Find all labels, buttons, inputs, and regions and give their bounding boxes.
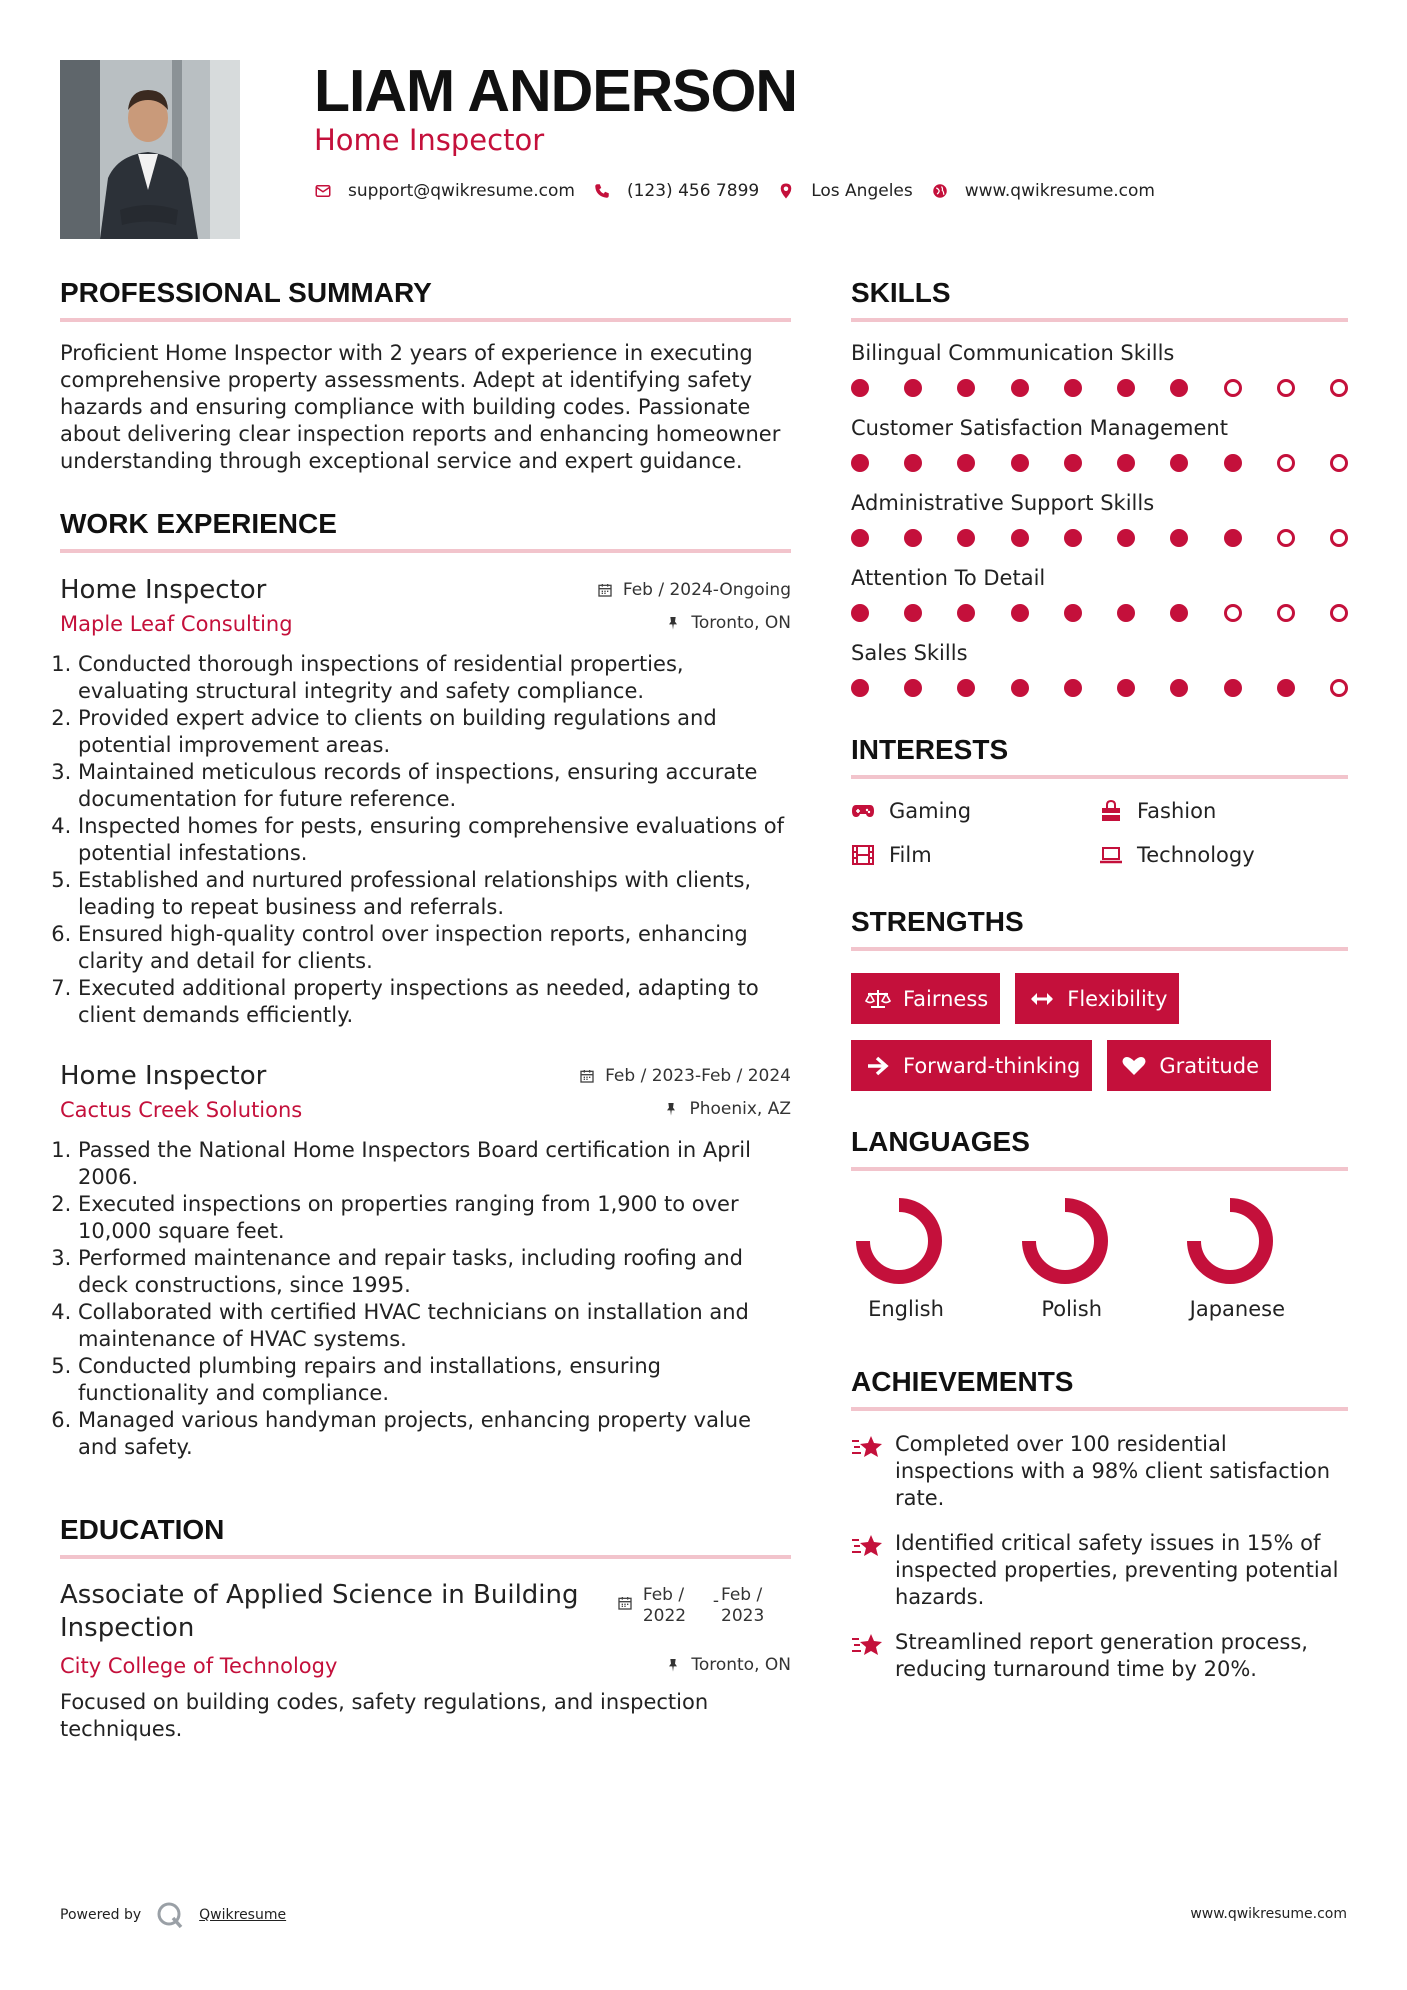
footer-powered-by bbox=[60, 1900, 286, 1930]
profile-photo bbox=[60, 60, 240, 239]
rating-dot-filled bbox=[1011, 529, 1029, 547]
duty-item: 6. Managed various handyman projects, enhancing property value and safety. bbox=[78, 1407, 791, 1461]
contact-phone[interactable] bbox=[593, 181, 759, 201]
duty-item: 4. Inspected homes for pests, ensuring comprehensive evaluations of potential infestations. bbox=[78, 813, 791, 867]
rating-dot-filled bbox=[1170, 529, 1188, 547]
achievements-section bbox=[851, 1359, 1348, 1683]
rating-dot-filled bbox=[1064, 454, 1082, 472]
contact-website[interactable] bbox=[931, 181, 1155, 201]
rating-dot-empty bbox=[1330, 454, 1348, 472]
achievement-text: Streamlined report generation process, reducing turnaround time by 20%. bbox=[895, 1630, 1308, 1681]
film-icon bbox=[851, 844, 875, 866]
education-end: Feb / 2023 bbox=[721, 1585, 765, 1626]
map-pin-icon bbox=[777, 182, 795, 200]
heart-icon bbox=[1121, 1055, 1147, 1077]
qwikresume-logo-icon bbox=[155, 1900, 185, 1930]
skill-item bbox=[851, 490, 1348, 547]
duty-list bbox=[60, 651, 791, 1029]
rating-dot-empty bbox=[1224, 604, 1242, 622]
rating-dot-filled bbox=[1117, 604, 1135, 622]
duty-item: 3. Maintained meticulous records of inspections, ensuring accurate documentation for future reference. bbox=[78, 759, 791, 813]
strengths-list bbox=[851, 973, 1348, 1107]
work-section bbox=[60, 501, 791, 1461]
skill-item bbox=[851, 415, 1348, 472]
pushpin-icon bbox=[665, 1657, 681, 1673]
rating-dot-filled bbox=[1170, 679, 1188, 697]
strength-badge bbox=[851, 1040, 1092, 1091]
rating-dot-filled bbox=[851, 604, 869, 622]
contact-email[interactable] bbox=[314, 181, 575, 201]
strength-badge bbox=[851, 973, 1000, 1024]
strength-label: Fairness bbox=[903, 986, 989, 1011]
language-name: Polish bbox=[1041, 1297, 1103, 1321]
duty-item: 5. Established and nurtured professional relationships with clients, leading to repeat business and referrals. bbox=[78, 867, 791, 921]
rating-dot-filled bbox=[1064, 604, 1082, 622]
education-date-dash: - bbox=[712, 1591, 719, 1611]
rating-dot-filled bbox=[904, 454, 922, 472]
skills-list bbox=[851, 340, 1348, 697]
school-location bbox=[665, 1655, 791, 1675]
arrows-horizontal-icon bbox=[1029, 988, 1055, 1010]
interests-grid bbox=[851, 799, 1348, 867]
rating-dot-filled bbox=[1011, 454, 1029, 472]
skill-rating bbox=[851, 679, 1348, 697]
rating-dot-filled bbox=[851, 529, 869, 547]
job-entry bbox=[60, 1059, 791, 1461]
rating-dot-empty bbox=[1277, 379, 1295, 397]
job-location-text: Toronto, ON bbox=[691, 613, 791, 633]
achievements-heading: ACHIEVEMENTS bbox=[851, 1359, 1348, 1411]
rating-dot-filled bbox=[851, 379, 869, 397]
rating-dot-filled bbox=[1224, 529, 1242, 547]
job-location-text: Phoenix, AZ bbox=[689, 1099, 791, 1119]
duty-item: 2. Provided expert advice to clients on building regulations and potential improvement areas. bbox=[78, 705, 791, 759]
strength-label: Flexibility bbox=[1067, 986, 1168, 1011]
school-location-text: Toronto, ON bbox=[691, 1655, 791, 1675]
job-dates bbox=[579, 1066, 791, 1086]
duty-item: 4. Collaborated with certified HVAC technicians on installation and maintenance of HVAC systems. bbox=[78, 1299, 791, 1353]
school-name: City College of Technology bbox=[60, 1654, 338, 1678]
rating-dot-filled bbox=[957, 604, 975, 622]
language-proficiency-ring bbox=[855, 1193, 951, 1289]
degree-name: Associate of Applied Science in Building Inspection bbox=[60, 1580, 579, 1643]
calendar-icon bbox=[617, 1595, 633, 1611]
rating-dot-filled bbox=[1277, 679, 1295, 697]
skill-item bbox=[851, 640, 1348, 697]
rating-dot-filled bbox=[1170, 379, 1188, 397]
interest-item bbox=[1099, 843, 1347, 867]
rating-dot-empty bbox=[1330, 529, 1348, 547]
award-star-icon bbox=[851, 1433, 883, 1461]
interests-heading: INTERESTS bbox=[851, 727, 1348, 779]
job-dates-text: Feb / 2023-Feb / 2024 bbox=[605, 1066, 791, 1086]
rating-dot-empty bbox=[1330, 379, 1348, 397]
work-heading: WORK EXPERIENCE bbox=[60, 501, 791, 553]
skills-heading: SKILLS bbox=[851, 270, 1348, 322]
languages-list bbox=[851, 1193, 1348, 1321]
rating-dot-filled bbox=[1224, 679, 1242, 697]
duty-item: 1. Conducted thorough inspections of residential properties, evaluating structural integrity and safety compliance. bbox=[78, 651, 791, 705]
rating-dot-filled bbox=[904, 529, 922, 547]
candidate-title: Home Inspector bbox=[314, 123, 545, 157]
portrait-illustration bbox=[60, 60, 240, 239]
rating-dot-filled bbox=[1170, 604, 1188, 622]
globe-icon bbox=[931, 182, 949, 200]
rating-dot-filled bbox=[1117, 529, 1135, 547]
calendar-icon bbox=[579, 1068, 595, 1084]
skill-name: Administrative Support Skills bbox=[851, 491, 1155, 515]
company-name: Maple Leaf Consulting bbox=[60, 612, 293, 636]
website-text: www.qwikresume.com bbox=[964, 181, 1155, 201]
arrow-right-icon bbox=[865, 1055, 891, 1077]
rating-dot-filled bbox=[1170, 454, 1188, 472]
footer-url[interactable]: www.qwikresume.com bbox=[1190, 1906, 1347, 1922]
achievement-item bbox=[851, 1629, 1348, 1683]
summary-text: Proficient Home Inspector with 2 years of experience in executing comprehensive property assessments. Adept at identifying safety hazards and ensuring compliance with building codes. Passionate about delivering clear inspection reports and enhancing homeowner understanding through exceptional service and expert guidance. bbox=[60, 341, 781, 473]
education-dates bbox=[617, 1585, 791, 1645]
education-section bbox=[60, 1507, 791, 1743]
email-text: support@qwikresume.com bbox=[348, 181, 575, 201]
skill-rating bbox=[851, 604, 1348, 622]
skill-name: Bilingual Communication Skills bbox=[851, 341, 1175, 365]
language-proficiency-ring bbox=[1186, 1193, 1282, 1289]
skill-name: Attention To Detail bbox=[851, 566, 1046, 590]
right-column bbox=[851, 270, 1348, 1683]
rating-dot-empty bbox=[1330, 679, 1348, 697]
company-name: Cactus Creek Solutions bbox=[60, 1098, 303, 1122]
award-star-icon bbox=[851, 1631, 883, 1659]
skill-item bbox=[851, 340, 1348, 397]
skill-rating bbox=[851, 454, 1348, 472]
brand-link[interactable]: Qwikresume bbox=[199, 1907, 287, 1923]
language-name: English bbox=[868, 1297, 944, 1321]
language-item bbox=[851, 1193, 1017, 1321]
languages-heading: LANGUAGES bbox=[851, 1119, 1348, 1171]
pushpin-icon bbox=[665, 615, 681, 631]
job-entry bbox=[60, 573, 791, 1029]
rating-dot-filled bbox=[957, 679, 975, 697]
duty-item: 2. Executed inspections on properties ranging from 1,900 to over 10,000 square feet. bbox=[78, 1191, 791, 1245]
language-item bbox=[1182, 1193, 1348, 1321]
achievement-text: Identified critical safety issues in 15% of inspected properties, preventing potential hazards. bbox=[895, 1531, 1339, 1609]
calendar-icon bbox=[597, 582, 613, 598]
powered-by-text: Powered by bbox=[60, 1907, 142, 1923]
skill-name: Sales Skills bbox=[851, 641, 968, 665]
job-location bbox=[665, 613, 791, 633]
rating-dot-filled bbox=[904, 379, 922, 397]
duty-item: 6. Ensured high-quality control over inspection reports, enhancing clarity and detail for clients. bbox=[78, 921, 791, 975]
achievement-item bbox=[851, 1431, 1348, 1512]
skills-section bbox=[851, 270, 1348, 697]
education-heading: EDUCATION bbox=[60, 1507, 791, 1559]
contact-location bbox=[777, 181, 913, 201]
rating-dot-filled bbox=[1117, 679, 1135, 697]
duty-item: 5. Conducted plumbing repairs and installations, ensuring functionality and compliance. bbox=[78, 1353, 791, 1407]
language-proficiency-ring bbox=[1021, 1193, 1117, 1289]
strengths-heading: STRENGTHS bbox=[851, 899, 1348, 951]
strength-label: Gratitude bbox=[1159, 1053, 1259, 1078]
strength-badge bbox=[1107, 1040, 1271, 1091]
left-column bbox=[60, 270, 791, 1743]
rating-dot-filled bbox=[904, 679, 922, 697]
duty-list bbox=[60, 1137, 791, 1461]
rating-dot-empty bbox=[1277, 529, 1295, 547]
rating-dot-filled bbox=[851, 454, 869, 472]
rating-dot-filled bbox=[904, 604, 922, 622]
contact-bar bbox=[314, 176, 1173, 206]
interest-label: Technology bbox=[1137, 843, 1255, 867]
strength-badge bbox=[1015, 973, 1179, 1024]
rating-dot-filled bbox=[1011, 679, 1029, 697]
job-location bbox=[663, 1099, 791, 1119]
achievement-text: Completed over 100 residential inspections with a 98% client satisfaction rate. bbox=[895, 1432, 1331, 1510]
duty-item: 3. Performed maintenance and repair tasks, including roofing and deck constructions, since 1995. bbox=[78, 1245, 791, 1299]
rating-dot-filled bbox=[1064, 379, 1082, 397]
interest-label: Fashion bbox=[1137, 799, 1217, 823]
strength-label: Forward-thinking bbox=[903, 1053, 1081, 1078]
rating-dot-empty bbox=[1330, 604, 1348, 622]
rating-dot-filled bbox=[957, 529, 975, 547]
rating-dot-filled bbox=[851, 679, 869, 697]
rating-dot-filled bbox=[1117, 454, 1135, 472]
language-name: Japanese bbox=[1189, 1297, 1286, 1321]
summary-heading: PROFESSIONAL SUMMARY bbox=[60, 270, 791, 322]
language-item bbox=[1017, 1193, 1183, 1321]
education-description: Focused on building codes, safety regulations, and inspection techniques. bbox=[60, 1690, 709, 1741]
rating-dot-filled bbox=[957, 454, 975, 472]
achievement-item bbox=[851, 1530, 1348, 1611]
job-dates-text: Feb / 2024-Ongoing bbox=[622, 580, 791, 600]
strengths-section bbox=[851, 899, 1348, 1107]
pushpin-icon bbox=[663, 1101, 679, 1117]
gamepad-icon bbox=[851, 800, 875, 822]
shopping-bag-icon bbox=[1099, 800, 1123, 822]
location-text: Los Angeles bbox=[811, 181, 913, 201]
summary-section bbox=[60, 270, 791, 475]
envelope-icon bbox=[314, 182, 332, 200]
duty-item: 7. Executed additional property inspections as needed, adapting to client demands efficiently. bbox=[78, 975, 791, 1029]
skill-item bbox=[851, 565, 1348, 622]
rating-dot-empty bbox=[1277, 604, 1295, 622]
job-title: Home Inspector bbox=[60, 575, 267, 605]
phone-text: (123) 456 7899 bbox=[626, 181, 760, 201]
interest-label: Film bbox=[889, 843, 932, 867]
education-start: Feb / 2022 bbox=[642, 1585, 687, 1626]
candidate-name: LIAM ANDERSON bbox=[314, 58, 798, 124]
rating-dot-filled bbox=[1064, 679, 1082, 697]
balance-scale-icon bbox=[865, 988, 891, 1010]
award-star-icon bbox=[851, 1532, 883, 1560]
rating-dot-filled bbox=[1064, 529, 1082, 547]
skill-rating bbox=[851, 379, 1348, 397]
rating-dot-filled bbox=[1011, 379, 1029, 397]
interest-item bbox=[1099, 799, 1347, 823]
rating-dot-empty bbox=[1224, 379, 1242, 397]
job-dates bbox=[597, 580, 791, 600]
skill-name: Customer Satisfaction Management bbox=[851, 416, 1228, 440]
rating-dot-empty bbox=[1277, 454, 1295, 472]
rating-dot-filled bbox=[957, 379, 975, 397]
interest-item bbox=[851, 799, 1099, 823]
interests-section bbox=[851, 727, 1348, 867]
laptop-icon bbox=[1099, 844, 1123, 866]
interest-item bbox=[851, 843, 1099, 867]
interest-label: Gaming bbox=[889, 799, 972, 823]
phone-icon bbox=[593, 182, 611, 200]
rating-dot-filled bbox=[1117, 379, 1135, 397]
skill-rating bbox=[851, 529, 1348, 547]
job-title: Home Inspector bbox=[60, 1061, 267, 1091]
rating-dot-filled bbox=[1224, 454, 1242, 472]
rating-dot-filled bbox=[1011, 604, 1029, 622]
duty-item: 1. Passed the National Home Inspectors Board certification in April 2006. bbox=[78, 1137, 791, 1191]
languages-section bbox=[851, 1119, 1348, 1321]
